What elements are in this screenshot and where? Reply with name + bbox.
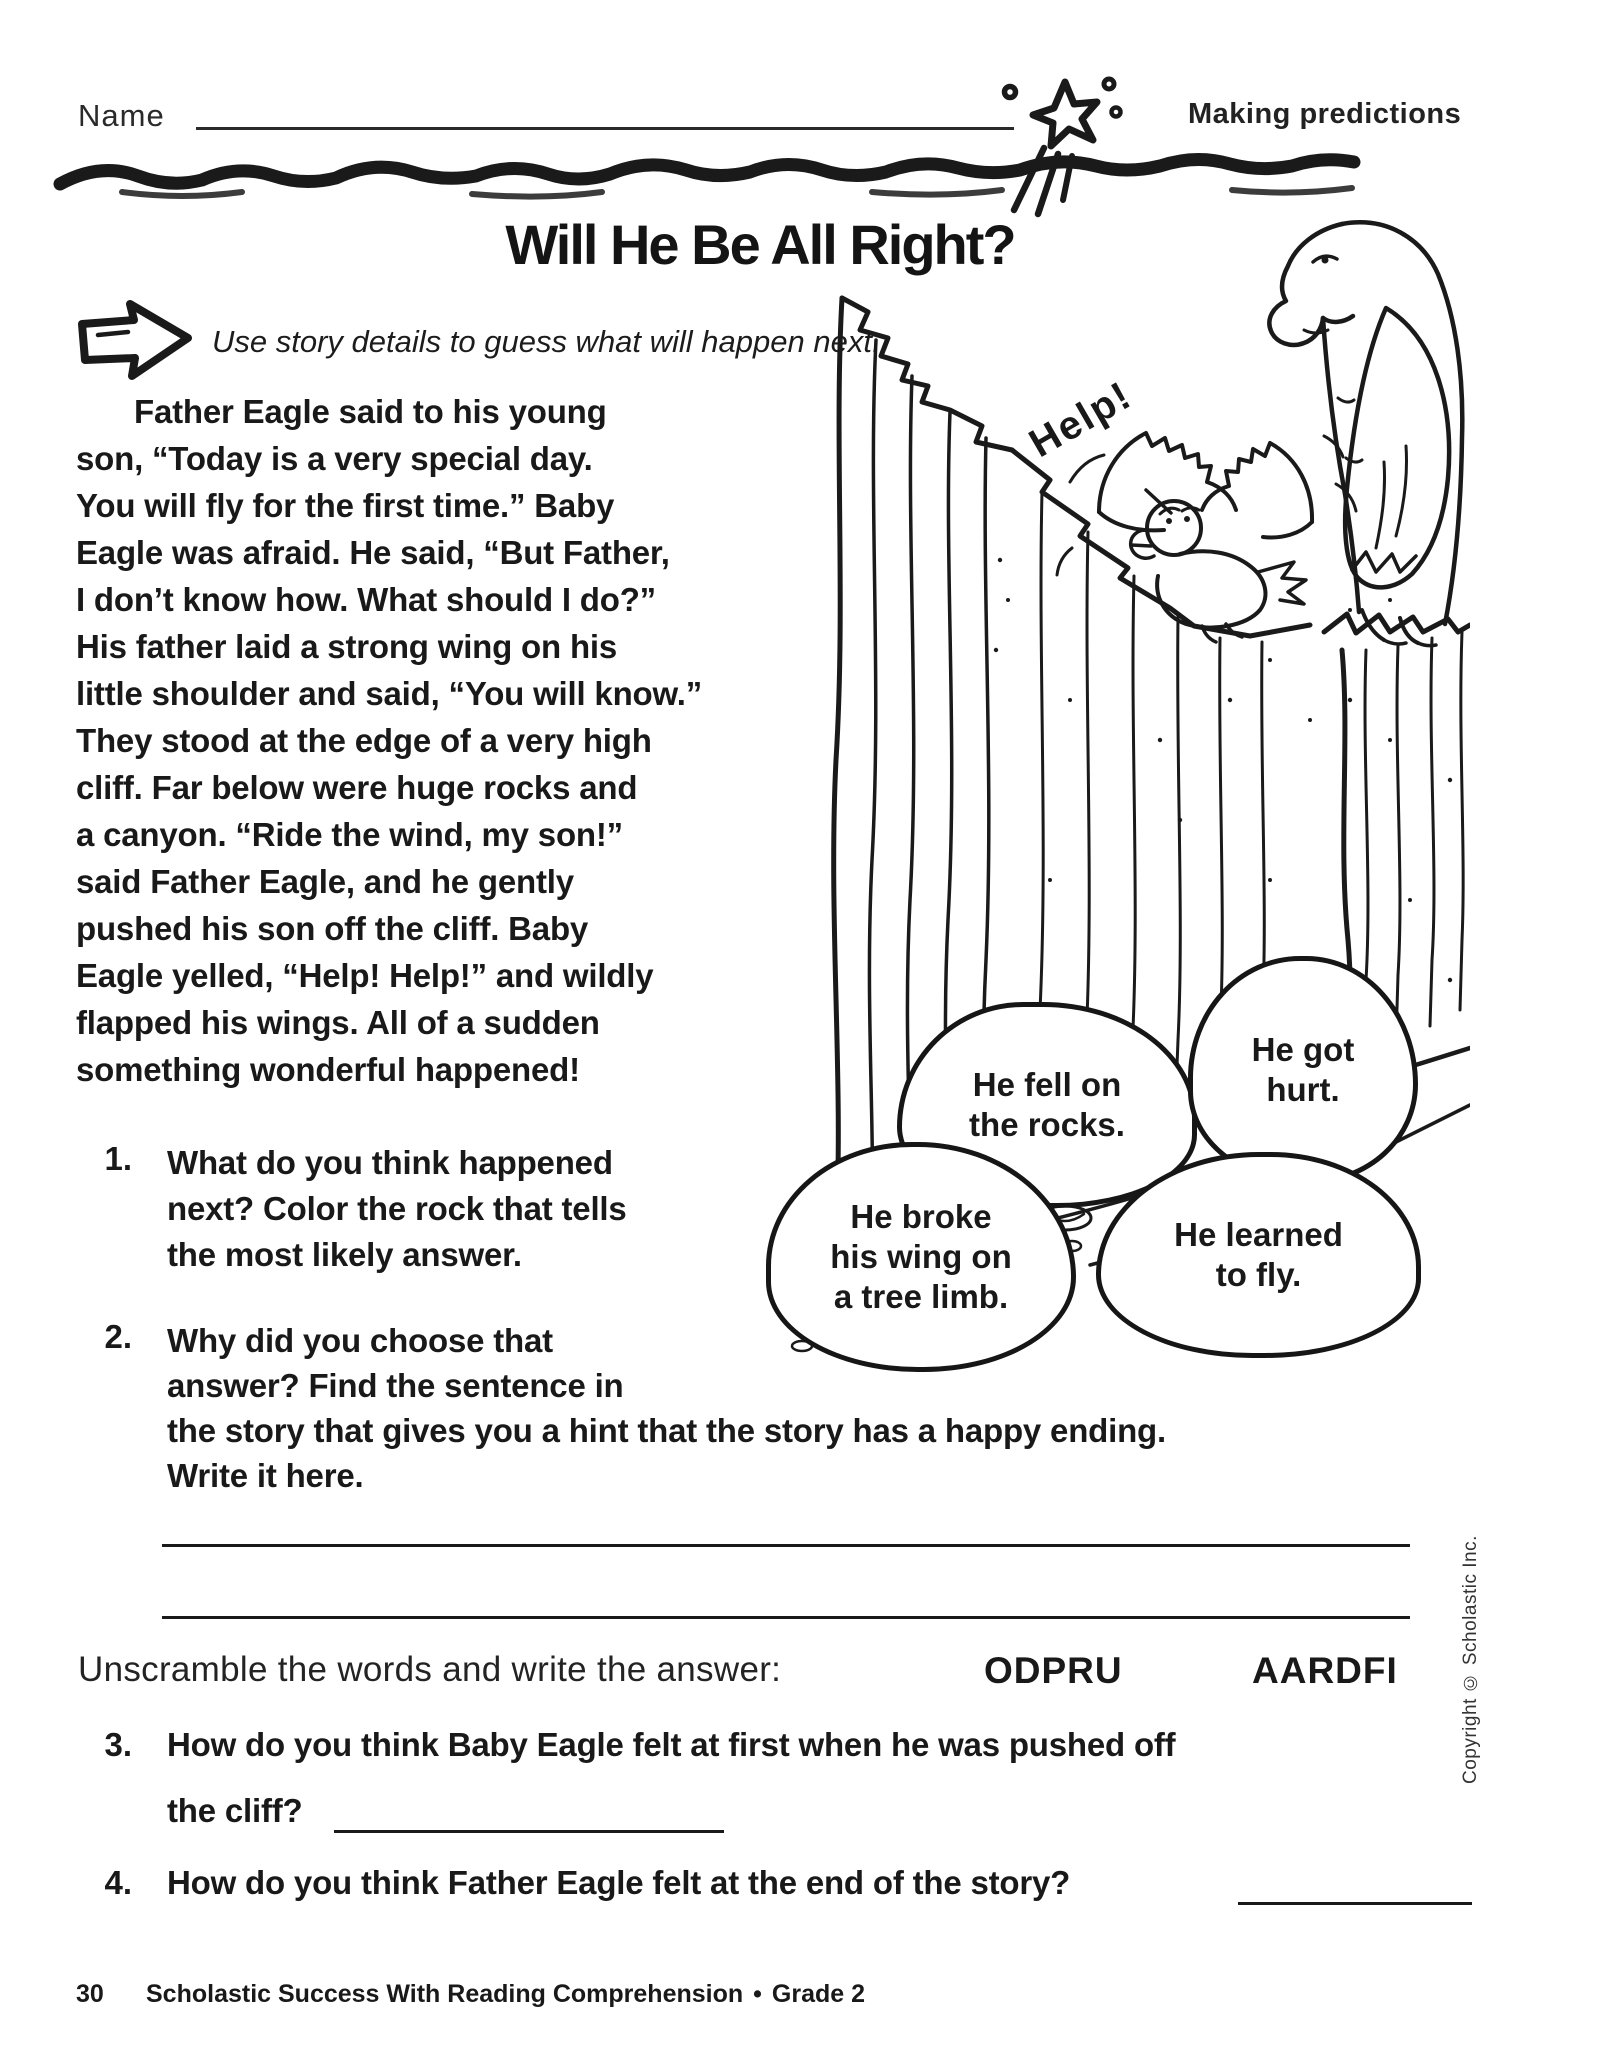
question-2-number: 2. <box>104 1318 132 1355</box>
story-text <box>76 388 702 1093</box>
rock-text: to fly. <box>1215 1256 1302 1293</box>
question-line: What do you think happened <box>167 1144 613 1181</box>
unscramble-prompt: Unscramble the words and write the answer: <box>78 1650 782 1689</box>
story-line: I don’t know how. What should I do?” <box>76 581 656 618</box>
rock-text: hurt. <box>1266 1071 1340 1108</box>
father-eagle-drawing <box>1269 222 1462 645</box>
story-line: Eagle yelled, “Help! Help!” and wildly <box>76 957 654 994</box>
name-label: Name <box>78 98 165 133</box>
answer-write-line-2[interactable] <box>162 1616 1410 1619</box>
rock-text: a tree limb. <box>833 1278 1009 1315</box>
story-line: little shoulder and said, “You will know.” <box>76 675 702 712</box>
question-3-number: 3. <box>104 1726 132 1763</box>
story-line: His father laid a strong wing on his <box>76 628 618 665</box>
question-4-text: How do you think Father Eagle felt at the end of the story? <box>167 1864 1071 1901</box>
question-line: next? Color the rock that tells <box>167 1190 627 1227</box>
question-line: Why did you choose that <box>167 1322 553 1359</box>
page-number: 30 <box>76 1980 104 2008</box>
direction-arrow-icon <box>72 294 200 386</box>
story-line: said Father Eagle, and he gently <box>76 863 574 900</box>
topic-label: Making predictions <box>1188 98 1462 130</box>
footer-book-title <box>146 1980 875 2009</box>
scrambled-word-1: ODPRU <box>984 1650 1123 1691</box>
copyright-text: Copyright © Scholastic Inc. <box>1460 1535 1481 1785</box>
grade-label: Grade 2 <box>771 1980 866 2008</box>
question-line: Write it here. <box>167 1457 364 1494</box>
rock-text: He broke <box>850 1198 992 1235</box>
directions-text: Use story details to guess what will happen next. <box>212 324 881 359</box>
question-line: the story that gives you a hint that the story has a happy ending. <box>167 1412 1166 1449</box>
question-line: the most likely answer. <box>167 1236 522 1273</box>
question-3-text: How do you think Baby Eagle felt at first when he was pushed off <box>167 1726 1176 1763</box>
name-write-line[interactable] <box>196 127 1014 130</box>
rock-text: the rocks. <box>969 1106 1125 1143</box>
story-line: You will fly for the first time.” Baby <box>76 487 615 524</box>
question-1-text <box>167 1140 627 1278</box>
question-3-text-continued: the cliff? <box>167 1792 303 1829</box>
story-line: Eagle was afraid. He said, “But Father, <box>76 534 670 571</box>
question-4-number: 4. <box>104 1864 132 1901</box>
question-line: answer? Find the sentence in <box>167 1367 624 1404</box>
shooting-star-icon <box>990 66 1125 218</box>
rock-text: He got <box>1251 1031 1355 1068</box>
book-title: Scholastic Success With Reading Comprehension <box>146 1980 744 2008</box>
story-line: flapped his wings. All of a sudden <box>76 1004 600 1041</box>
baby-eagle-drawing <box>1057 433 1356 642</box>
rock-text: He learned <box>1174 1216 1343 1253</box>
story-line: pushed his son off the cliff. Baby <box>76 910 589 947</box>
story-line: son, “Today is a very special day. <box>76 440 593 477</box>
story-line: a canyon. “Ride the wind, my son!” <box>76 816 623 853</box>
story-line: They stood at the edge of a very high <box>76 722 652 759</box>
story-line: something wonderful happened! <box>76 1051 580 1088</box>
question-3-answer-blank[interactable] <box>334 1792 724 1833</box>
scrambled-word-2: AARDFI <box>1252 1650 1398 1691</box>
story-line: cliff. Far below were huge rocks and <box>76 769 638 806</box>
footer-separator: • <box>753 1980 762 2008</box>
question-1-number: 1. <box>104 1140 132 1177</box>
page-title: Will He Be All Right? <box>505 213 1015 276</box>
rock-text: his wing on <box>830 1238 1012 1275</box>
rock-text: He fell on <box>972 1066 1122 1103</box>
help-speech-text: Help! <box>1022 373 1140 467</box>
story-line: Father Eagle said to his young <box>134 393 607 430</box>
answer-write-line-1[interactable] <box>162 1544 1410 1547</box>
question-4-answer-blank[interactable] <box>1238 1864 1472 1905</box>
